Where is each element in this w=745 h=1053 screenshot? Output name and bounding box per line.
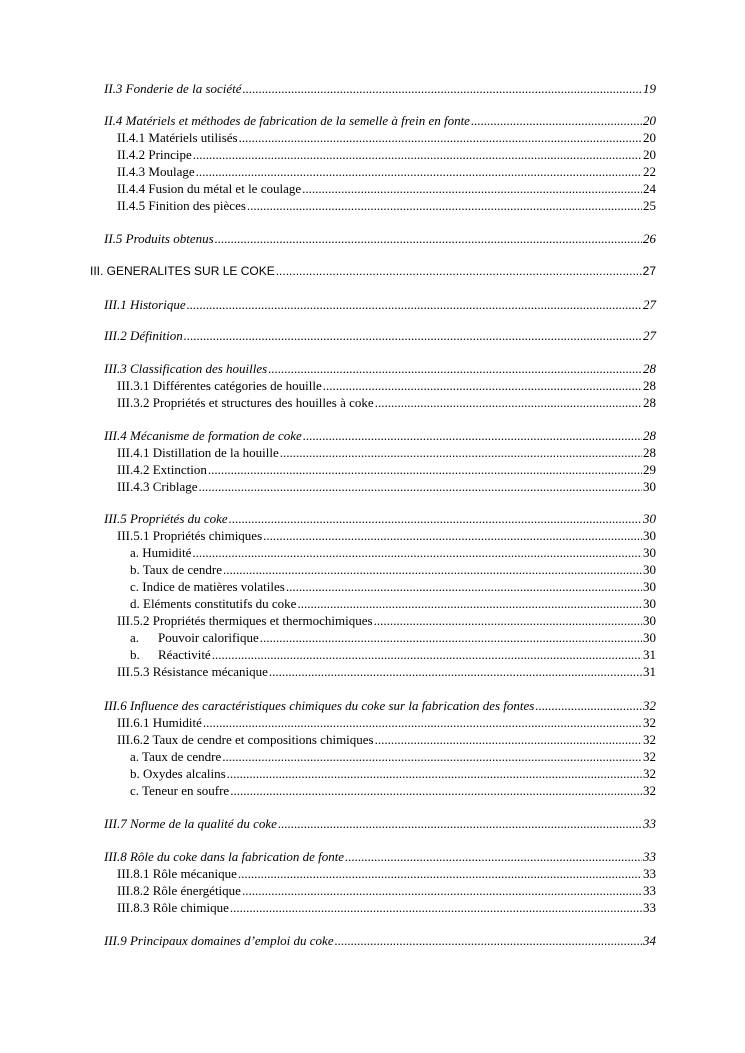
toc-page-number: 32 xyxy=(643,698,656,713)
dot-leader xyxy=(230,782,642,799)
toc-entry-title: II.4.3 Moulage xyxy=(117,164,195,179)
dot-leader xyxy=(215,230,642,247)
toc-entry-title: III.2 Définition xyxy=(104,328,183,343)
toc-page-number: 26 xyxy=(643,231,656,246)
toc-entry xyxy=(117,663,656,680)
toc-entry xyxy=(104,697,656,714)
toc-entry xyxy=(130,629,656,646)
toc-entry-title: III.5 Propriétés du coke xyxy=(104,511,228,526)
toc-page-number: 27 xyxy=(642,264,656,278)
toc-entry-title: b. Taux de cendre xyxy=(130,562,222,577)
toc-entry xyxy=(130,782,656,799)
toc-entry-text: Réactivité xyxy=(158,647,211,662)
dot-leader xyxy=(192,544,642,561)
toc-page-number: 31 xyxy=(643,664,656,679)
toc-entry-title: III.6 Influence des caractéristiques chimiques du coke sur la fabrication des fontes xyxy=(104,698,535,713)
dot-leader xyxy=(239,129,642,146)
toc-entry-title: III.5.3 Résistance mécanique xyxy=(117,664,268,679)
dot-leader xyxy=(184,327,642,344)
toc-page-number: 29 xyxy=(643,462,656,477)
dot-leader xyxy=(247,197,642,214)
dot-leader xyxy=(276,263,642,280)
toc-entry xyxy=(104,510,656,527)
toc-page-number: 33 xyxy=(643,866,656,881)
toc-entry-title: III.4.1 Distillation de la houille xyxy=(117,445,279,460)
toc-page-number: 30 xyxy=(643,511,656,526)
toc-entry xyxy=(117,461,656,478)
toc-page-number: 28 xyxy=(643,361,656,376)
dot-leader xyxy=(286,578,642,595)
toc-entry-title: III.1 Historique xyxy=(104,297,186,312)
toc-entry-title: c. Teneur en soufre xyxy=(130,783,230,798)
toc-entry xyxy=(117,180,656,197)
toc-page-number: 30 xyxy=(643,613,656,628)
toc-entry-title: d. Eléments constitutifs du coke xyxy=(130,596,297,611)
toc-entry-title: III. GENERALITES SUR LE COKE xyxy=(90,264,275,278)
toc-entry xyxy=(117,865,656,882)
toc-page-number: 32 xyxy=(643,732,656,747)
dot-leader xyxy=(238,865,642,882)
toc-entry-text: Pouvoir calorifique xyxy=(158,630,259,645)
toc-entry xyxy=(90,263,656,280)
toc-entry-title: III.7 Norme de la qualité du coke xyxy=(104,816,277,831)
toc-entry-title: III.3 Classification des houilles xyxy=(104,361,268,376)
dot-leader xyxy=(187,296,642,313)
toc-entry-title: a. Taux de cendre xyxy=(130,749,222,764)
toc-entry-title: III.3.2 Propriétés et structures des houilles à coke xyxy=(117,395,374,410)
toc-entry-title: II.4.4 Fusion du métal et le coulage xyxy=(117,181,302,196)
toc-entry xyxy=(117,197,656,214)
dot-leader xyxy=(535,697,642,714)
toc-page-number: 20 xyxy=(643,113,656,128)
toc-entry xyxy=(117,377,656,394)
dot-leader xyxy=(222,748,642,765)
dot-leader xyxy=(229,510,642,527)
toc-page-number: 28 xyxy=(643,395,656,410)
toc-page-number: 30 xyxy=(643,479,656,494)
toc-entry xyxy=(104,230,656,247)
dot-leader xyxy=(297,595,642,612)
dot-leader xyxy=(345,848,642,865)
toc-entry-title: III.4 Mécanisme de formation de coke xyxy=(104,428,302,443)
toc-entry xyxy=(104,848,656,865)
toc-page-number: 20 xyxy=(643,147,656,162)
dot-leader xyxy=(243,80,642,97)
toc-entry xyxy=(117,527,656,544)
toc-page-number: 30 xyxy=(643,596,656,611)
toc-entry xyxy=(130,748,656,765)
toc-entry xyxy=(130,544,656,561)
toc-entry xyxy=(104,360,656,377)
toc-entry xyxy=(130,646,656,663)
toc-entry-label: a. xyxy=(130,630,140,645)
toc-page-number: 30 xyxy=(643,528,656,543)
toc-entry-title: III.4.2 Extinction xyxy=(117,462,207,477)
toc-page-number: 33 xyxy=(643,883,656,898)
dot-leader xyxy=(374,612,642,629)
dot-leader xyxy=(269,663,642,680)
toc-entry xyxy=(130,765,656,782)
toc-entry xyxy=(104,327,656,344)
dot-leader xyxy=(268,360,642,377)
toc-page-number: 20 xyxy=(643,130,656,145)
toc-entry xyxy=(130,578,656,595)
toc-entry xyxy=(117,394,656,411)
toc-entry-title: III.6.2 Taux de cendre et compositions chimiques xyxy=(117,732,374,747)
toc-page-number: 22 xyxy=(643,164,656,179)
toc-page-number: 32 xyxy=(643,766,656,781)
toc-entry xyxy=(117,444,656,461)
toc-page-number: 28 xyxy=(643,445,656,460)
toc-entry-label: b. xyxy=(130,647,140,662)
toc-entry xyxy=(117,478,656,495)
toc-entry-title: III.3.1 Différentes catégories de houille xyxy=(117,378,322,393)
dot-leader xyxy=(303,427,642,444)
toc-page-number: 28 xyxy=(643,428,656,443)
toc-entry xyxy=(104,80,656,97)
toc-entry-title xyxy=(130,629,259,646)
toc-page-number: 30 xyxy=(643,579,656,594)
toc-page-number: 33 xyxy=(643,816,656,831)
dot-leader xyxy=(223,561,642,578)
toc-entry xyxy=(117,714,656,731)
toc-entry xyxy=(104,932,656,949)
toc-entry-title: II.4.2 Principe xyxy=(117,147,192,162)
toc-page-number: 33 xyxy=(643,900,656,915)
dot-leader xyxy=(260,629,642,646)
toc-entry-title: III.8.2 Rôle énergétique xyxy=(117,883,241,898)
toc-entry-title: III.4.3 Criblage xyxy=(117,479,198,494)
toc-entry xyxy=(104,112,656,129)
toc-entry-title: c. Indice de matières volatiles xyxy=(130,579,285,594)
dot-leader xyxy=(263,527,642,544)
toc-entry-title: a. Humidité xyxy=(130,545,192,560)
toc-entry xyxy=(117,899,656,916)
toc-page-number: 31 xyxy=(643,647,656,662)
toc-entry-title: III.5.1 Propriétés chimiques xyxy=(117,528,263,543)
toc-entry-title: II.5 Produits obtenus xyxy=(104,231,214,246)
toc-page-number: 34 xyxy=(643,933,656,948)
toc-entry-title: II.4 Matériels et méthodes de fabrication de la semelle à frein en fonte xyxy=(104,113,470,128)
toc-entry-title: II.3 Fonderie de la société xyxy=(104,81,242,96)
toc-entry xyxy=(117,731,656,748)
toc-entry xyxy=(117,129,656,146)
dot-leader xyxy=(375,731,642,748)
dot-leader xyxy=(193,146,642,163)
toc-entry-title: III.9 Principaux domaines d’emploi du coke xyxy=(104,933,334,948)
toc-page-number: 32 xyxy=(643,749,656,764)
dot-leader xyxy=(203,714,642,731)
toc-page-number: 32 xyxy=(643,783,656,798)
dot-leader xyxy=(227,765,642,782)
toc-entry xyxy=(104,296,656,313)
toc-entry xyxy=(104,815,656,832)
toc-entry xyxy=(117,882,656,899)
dot-leader xyxy=(302,180,642,197)
dot-leader xyxy=(375,394,642,411)
toc-page-number: 27 xyxy=(643,328,656,343)
toc-page-number: 24 xyxy=(643,181,656,196)
toc-page-number: 27 xyxy=(643,297,656,312)
toc-page-number: 19 xyxy=(643,81,656,96)
dot-leader xyxy=(323,377,642,394)
dot-leader xyxy=(280,444,642,461)
toc-entry xyxy=(117,612,656,629)
toc-entry xyxy=(104,427,656,444)
toc-entry-title: III.8.3 Rôle chimique xyxy=(117,900,229,915)
toc-entry-title: II.4.1 Matériels utilisés xyxy=(117,130,238,145)
toc-page-number: 25 xyxy=(643,198,656,213)
toc-page-number: 30 xyxy=(643,562,656,577)
dot-leader xyxy=(471,112,642,129)
toc-entry-title: II.4.5 Finition des pièces xyxy=(117,198,246,213)
toc-page-number: 33 xyxy=(643,849,656,864)
toc-page-number: 28 xyxy=(643,378,656,393)
toc-entry-title: III.5.2 Propriétés thermiques et thermochimiques xyxy=(117,613,373,628)
toc-entry xyxy=(130,595,656,612)
dot-leader xyxy=(242,882,642,899)
toc-entry xyxy=(130,561,656,578)
toc-entry xyxy=(117,146,656,163)
dot-leader xyxy=(335,932,642,949)
toc-entry-title: b. Oxydes alcalins xyxy=(130,766,226,781)
dot-leader xyxy=(212,646,642,663)
toc-entry-title: III.8 Rôle du coke dans la fabrication de fonte xyxy=(104,849,345,864)
toc-entry-title: III.8.1 Rôle mécanique xyxy=(117,866,237,881)
dot-leader xyxy=(196,163,642,180)
toc-entry-title: III.6.1 Humidité xyxy=(117,715,202,730)
toc-page-number: 30 xyxy=(643,545,656,560)
dot-leader xyxy=(230,899,642,916)
toc-page-number: 32 xyxy=(643,715,656,730)
dot-leader xyxy=(199,478,642,495)
dot-leader xyxy=(278,815,642,832)
toc-page-number: 30 xyxy=(643,630,656,645)
toc-entry-title xyxy=(130,646,211,663)
dot-leader xyxy=(208,461,642,478)
toc-entry xyxy=(117,163,656,180)
